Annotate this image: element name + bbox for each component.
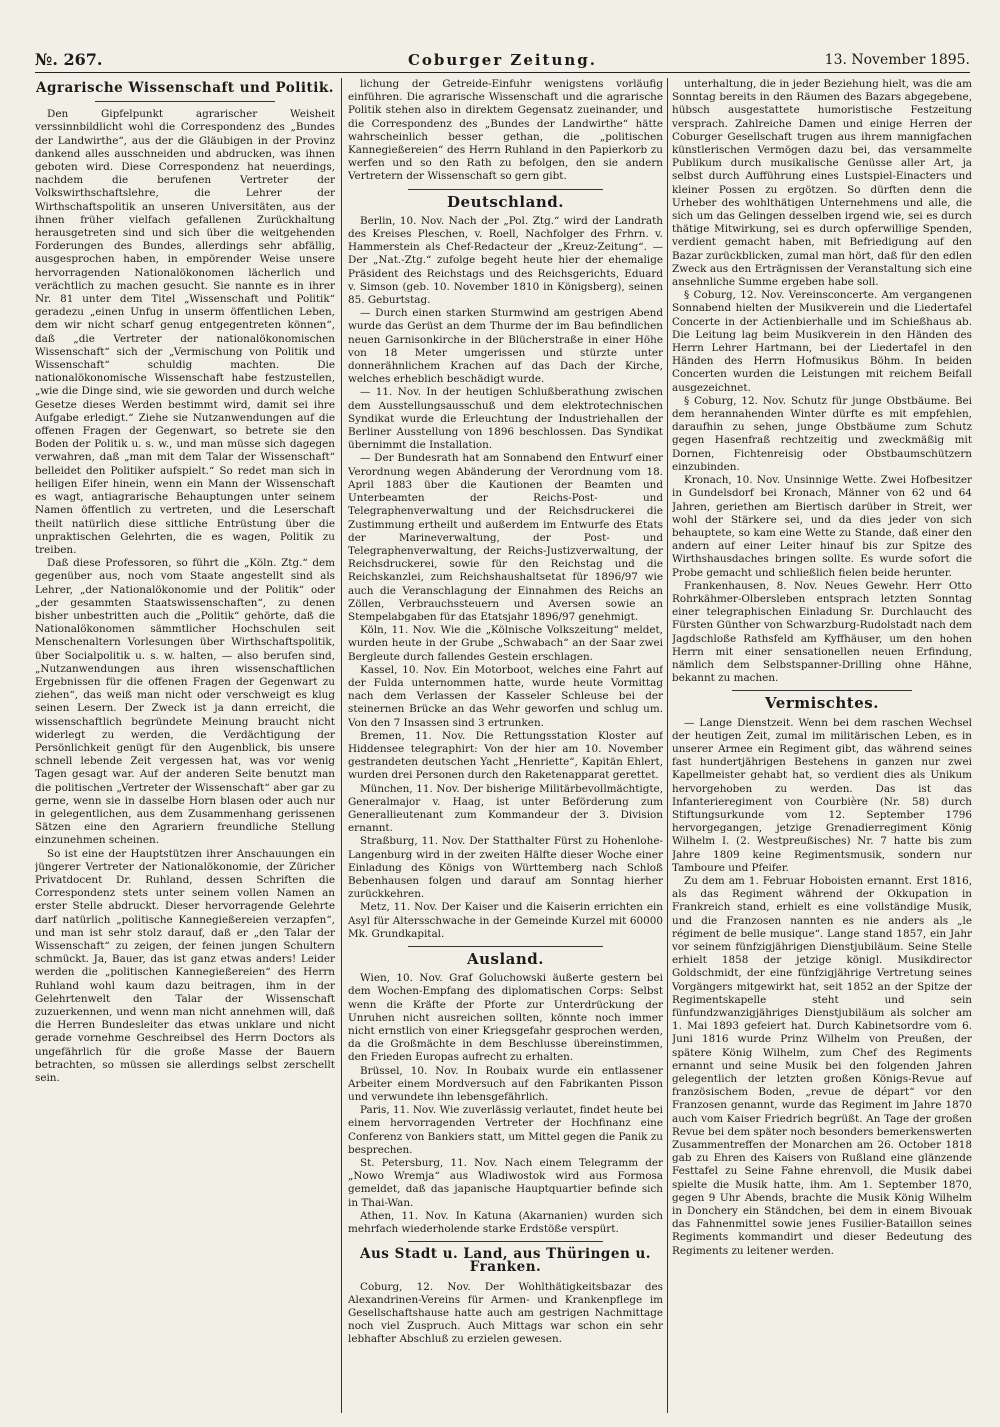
news-item: Köln, 11. Nov. Wie die „Kölnische Volkszeitung“ meldet, wurden heute in der Grube „Schwabach“ an der Saar zwei Bergleute durch fallendes Gestein erschlagen.: [348, 624, 663, 663]
section-heading-germany: Deutschland.: [447, 192, 564, 211]
column-divider: [667, 78, 668, 1413]
news-item: Zu dem am 1. Februar Hoboisten ernannt. Erst 1816, als das Regiment während der Okkupation in Frankreich stand, erhielt es eine vollständige Musik, und die Franzosen nannten es nie anders als „le régiment de belle musique“. Lange stand 1857, ein Jahr vor seinem fünfzigjährigen Dienstjubiläum. Seine Stelle erhielt 1858 der jetzige königl. Musikdirector Goldschmidt, der eine fünfzigjährige Vertretung seines Vorgängers mitgewirkt hat, seit 1852 an der Spitze der Regimentskapelle steht und sein fünfundzwanzigjähriges Dienstjubiläum als solcher am 1. Mai 1893 gefeiert hat. Durch Kabinetsordre vom 6. Juni 1816 wurde Prinz Wilhelm von Preußen, der spätere König Wilhelm, zum Chef des Regiments ernannt und seine Musik bei den folgenden Jahren gelegentlich der letzten großen Königs-Revue auf französischem Boden, „revue de départ“ vor den Franzosen genannt, wurde das Regiment im Jahre 1870 auch vom Kaiser Friedrich begrüßt. An Tage der großen Revue bei dem später noch besonders bemerkenswerten Zusammentreffen der Monarchen am 26. October 1818 gab zu Ehren des Kaisers von Rußland eine glänzende Festtafel zu Seine Fahne ehrenvoll, die Musik dabei spielte die Musik hatte, ihm. Am 1. September 1870, gegen 9 Uhr Abends, brachte die Musik König Wilhelm in Donchery ein Ständchen, bei dem in einem Bivouak das Fahnenmittel sowie jenes Fusilier-Bataillon seines Regiments kommandirt und dieser Bedeutung des Regiments zu leitener werden.: [672, 874, 972, 1257]
newspaper-title: Coburger Zeitung.: [407, 51, 598, 69]
news-item: — Lange Dienstzeit. Wenn bei dem raschen Wechsel der heutigen Zeit, zumal im militärischen Leben, es in unserer Armee ein Regiment gibt, das während seines fast hundertjährigen Bestehens in ganzen nur zwei Kapellmeister gehabt hat, so verdient dies als Unikum hervorgehoben zu werden. Das ist das Infanterieregiment von Courbière (Nr. 58) durch Stiftungsurkunde vom 12. September 1796 hervorgegangen, jetzige Grenadierregiment König Wilhelm I. (2. Westpreußisches) Nr. 7 hatte bis zum Jahre 1809 keine Regimentsmusik, sondern nur Tamboure und Pfeifer.: [672, 716, 972, 874]
news-item: Athen, 11. Nov. In Katuna (Akarnanien) wurden sich mehrfach wiederholende starke Erdstöße verspürt.: [348, 1209, 663, 1236]
article-heading: Agrarische Wissenschaft und Politik.: [36, 80, 334, 96]
news-item: Coburg, 12. Nov. Der Wohlthätigkeitsbazar des Alexandrinen-Vereins für Armen- und Krankenpflege im Gesellschaftshause hatte auch am gestrigen Nachmittage noch viel Zuspruch. Auch Mittags war schon ein sehr lebhafter Abschluß zu erzielen gewesen.: [348, 1280, 663, 1346]
news-item: Kassel, 10. Nov. Ein Motorboot, welches eine Fahrt auf der Fulda unternommen hatte, wurde heute Vormittag nach dem Verlassen der Kasseler Schleuse bei der steinernen Brücke an das Wehr geworfen und schlug um. Von den 7 Insassen sind 3 ertrunken.: [348, 663, 663, 729]
news-item: Bremen, 11. Nov. Die Rettungsstation Kloster auf Hiddensee telegraphirt: Von der hier am 10. November gestrandeten deutschen Yacht „Henriette“, Kapitän Ehlert, wurden drei Personen durch den Raketenapparat gerettet.: [348, 729, 663, 782]
section-rule: [408, 189, 603, 190]
article-paragraph: Den Gipfelpunkt agrarischer Weisheit verssinnbildlicht wohl die Correspondenz des „Bundes der Landwirthe“, aus der die Gläubigen in der Provinz dankend alles ausschneiden und abdrucken, was ihnen geboten wird. Diese Correspondenz hat neuerdings, nachdem die berufenen Vertreter der Volkswirthschaftslehre, die Lehrer der Wirthschaftspolitik an unseren Universitäten, aus der ihnen früher vielfach gefallenen Zurückhaltung herausgetreten sind und sich über die weitgehenden Forderungen des Bundes, allerdings sehr abfällig, ausgesprochen haben, in empörender Weise unsere hervorragenden Nationalökonomen lächerlich und verächtlich zu machen gesucht. Sie nannte es in ihrer Nr. 81 unter dem Titel „Wissenschaft und Politik“ geradezu „einen Unfug in unserm öffentlichen Leben, dem wir nicht scharf genug entgegentreten können“, daß „die Vertreter der nationalökonomischen Wissenschaft“ sich der „Vermischung von Politik und Wissenschaft“ schuldig machten. Die nationalökonomische Wissenschaft habe festzustellen, „wie die Dinge sind, wie sie geworden und durch welche Gesetze dieses Werden bestimmt wird, damit sei ihre Aufgabe erledigt.“ Ziehe sie Nutzanwendungen auf die offenen Fragen der Gegenwart, so betrete sie den Boden der Politik u. s. w., und man müsse sich dagegen verwahren, daß „man mit dem Talar der Wissenschaft“ belleidet den Politiker aufspielt.“ So redet man sich in heiligen Eifer hinein, wenn ein Mann der Wissenschaft es wagt, antiagrarische Behauptungen unter seinem Namen öffentlich zu vertreten, und die Leserschaft theilt natürlich diese sittliche Entrüstung über die unpraktischen Gelehrten, die es wagen, Politik zu treiben.: [35, 108, 335, 556]
section-heading-local: Aus Stadt u. Land, aus Thüringen u. Franken.: [360, 1246, 651, 1276]
news-item: München, 11. Nov. Der bisherige Militärbevollmächtigte, Generalmajor v. Haag, ist unter Beförderung zum Generallieutenant zum Kommandeur der 3. Division ernannt.: [348, 782, 663, 835]
news-item: Berlin, 10. Nov. Nach der „Pol. Ztg.“ wird der Landrath des Kreises Pleschen, v. Roell, Nachfolger des Frhrn. v. Hammerstein als Chef-Redacteur der „Kreuz-Zeitung“. — Der „Nat.-Ztg.“ zufolge begeht heute hier der ehemalige Präsident des Reichstags und des Reichsgerichts, Eduard v. Simson (geb. 10. November 1810 in Königsberg), seinen 85. Geburtstag.: [348, 214, 663, 307]
news-item: — Der Bundesrath hat am Sonnabend den Entwurf einer Verordnung wegen Abänderung der Verordnung vom 18. April 1883 über die Kautionen der Beamten und Unterbeamten der Reichs-Post- und Telegraphenverwaltung und der Reichsdruckerei die Zustimmung ertheilt und außerdem im Entwurfe des Etats der Marineverwaltung, der Post- und Telegraphenverwaltung, der Reichs-Justizverwaltung, der Reichsdruckerei, sowie für den Reichstag und die Reichskanzlei, zum Reichshaushaltsetat für 1896/97 wie auch die Veranschlagung der Einnahmen des Reichs an Zöllen, Verbrauchssteuern und Aversen sowie an Stempelabgaben für das Etatsjahr 1896/97 genehmigt.: [348, 452, 663, 623]
heading-rule: [95, 101, 275, 102]
article-paragraph: unterhaltung, die in jeder Beziehung hielt, was die am Sonntag bereits in den Räumen des Bazars abgegebene, hübsch ausgestattete humoristische Festzeitung versprach. Zahlreiche Damen und einige Herren der Coburger Gesellschaft trugen aus ihrem mannigfachen künstlerischen Vermögen dazu bei, das versammelte Publikum durch musikalische Genüsse aller Art, ja selbst durch Aufführung eines Lustspiel-Einacters und kleiner Possen zu ergötzen. So dürften denn die Urheber des wohlthätigen Unternehmens und alle, die sich um das Gelingen desselben irgend wie, sei es durch thätige Mitwirkung, sei es durch opferwillige Spenden, verdient gemacht haben, mit Befriedigung auf den Bazar zurückblicken, zumal man hört, daß für den edlen Zweck aus den Erträgnissen der Veranstaltung sich eine ansehnliche Summe ergeben habe soll.: [672, 78, 972, 289]
news-item: Kronach, 10. Nov. Unsinnige Wette. Zwei Hofbesitzer in Gundelsdorf bei Kronach, Männer von 62 und 64 Jahren, geriethen am Biertisch darüber in Streit, wer wohl der Stärkere sei, und da dies jeder von sich behauptete, so kam eine Wette zu Stande, daß einer den andern auf einer Leiter hinauf bis zur Spitze des Wirthshausdaches bringen sollte. Es wurde sofort die Probe gemacht und schließlich fielen beide herunter.: [672, 474, 972, 579]
section-rule: [408, 1241, 603, 1242]
news-item: § Coburg, 12. Nov. Vereinsconcerte. Am vergangenen Sonnabend hielten der Musikverein und die Liedertafel Concerte in der Actienbierhalle und im Schießhaus ab. Die Leitung lag beim Musikverein in den Händen des Herrn Lehrer Hartmann, bei der Liedertafel in den Händen des Herrn Hofmusikus Böhm. In beiden Concerten wurden die Leistungen mit reichem Beifall ausgezeichnet.: [672, 289, 972, 394]
column-middle: [348, 78, 663, 1418]
masthead: [35, 50, 970, 74]
news-item: Frankenhausen, 8. Nov. Neues Gewehr. Herr Otto Rohrkähmer-Olbersleben entsprach letzten Sonntag einer telegraphischen Einladung Sr. Durchlaucht des Fürsten Günther von Schwarzburg-Rudolstadt nach dem Jagdschloße Rathsfeld am Kyffhäuser, um den hohen Herrn mit einer sensationellen neuen Erfindung, nämlich dem Selbstspanner-Drilling ohne Hähne, bekannt zu machen.: [672, 579, 972, 685]
column-right: [672, 78, 972, 1418]
article-paragraph: So ist eine der Hauptstützen ihrer Anschauungen ein jüngerer Vertreter der Nationalökonomie, der Züricher Privatdocent Dr. Ruhland, dessen Schriften die Correspondenz stets unter seinem vollen Namen an erster Stelle abdruckt. Dieser hervorragende Gelehrte darf natürlich „politische Kannegießereien verzapfen“, und man ist sehr stolz darauf, daß er „den Talar der Wissenschaft“ zu zeigen, der feinen jungen Schultern schmückt. Ja, Bauer, das ist ganz etwas anders! Leider werden die „politischen Kannegießereien“ des Herrn Ruhland wohl kaum dazu beitragen, ihm in der Gelehrtenwelt den Talar der Wissenschaft zuzuerkennen, und wenn man nicht annehmen will, daß die Herren Bundesleiter das etwas unklare und nicht gerade vornehme Geschreibsel des Herrn Doctors als ungefährlich für die große Masse der Bauern betrachten, so müssen sie allerdings selbst zerschellt sein.: [35, 847, 335, 1085]
news-item: § Coburg, 12. Nov. Schutz für junge Obstbäume. Bei dem herannahenden Winter dürfte es mit empfehlen, daraufhin zu sehen, junge Obstbäume zum Schutz gegen Hasenfraß rechtzeitig und zweckmäßig mit Dornen, Fichtenreisig oder Obstbaumschützern einzubinden.: [672, 394, 972, 473]
news-item: St. Petersburg, 11. Nov. Nach einem Telegramm der „Nowo Wremja“ aus Wladiwostok wird aus Formosa gemeldet, daß das japanische Hauptquartier befinde sich in Thai-Wan.: [348, 1157, 663, 1209]
news-item: — Durch einen starken Sturmwind am gestrigen Abend wurde das Gerüst an dem Thurme der im Bau befindlichen neuen Garnisonkirche in der Blücherstraße in einer Höhe von 18 Meter umgerissen und stürzte unter donnerähnlichem Krachen auf das Dach der Kirche, welches erheblich beschädigt wurde.: [348, 307, 663, 386]
news-item: — 11. Nov. In der heutigen Schlußberathung zwischen dem Ausstellungsausschuß und dem elektrotechnischen Syndikat wurde die Erleuchtung der Industriehallen der Berliner Ausstellung von 1896 beschlossen. Das Syndikat übernimmt die Installation.: [348, 386, 663, 452]
section-rule: [408, 946, 603, 947]
masthead-rule: [35, 72, 970, 73]
news-item: Brüssel, 10. Nov. In Roubaix wurde ein entlassener Arbeiter einem Mordversuch auf den Fabrikanten Pisson und verwundete ihn lebensgefährlich.: [348, 1064, 663, 1104]
news-item: Straßburg, 11. Nov. Der Statthalter Fürst zu Hohenlohe-Langenburg wird in der zweiten Hälfte dieser Woche einer Einladung des Königs von Württemberg nach Schloß Bebenhausen folgen und darauf am Sonntag hierher zurückkehren.: [348, 835, 663, 901]
news-item: Paris, 11. Nov. Wie zuverlässig verlautet, findet heute bei einem hervorragenden Vertreter der Hochfinanz eine Conferenz von Bankiers statt, um Mittel gegen die Panik zu besprechen.: [348, 1104, 663, 1156]
column-divider: [341, 78, 342, 1413]
section-heading-abroad: Ausland.: [466, 950, 545, 968]
issue-number: №. 267.: [35, 50, 103, 69]
column-left: [35, 78, 335, 1418]
news-item: Metz, 11. Nov. Der Kaiser und die Kaiserin errichten ein Asyl für Altersschwache in der Gemeinde Kurzel mit 60000 Mk. Grundkapital.: [348, 901, 663, 940]
article-paragraph: lichung der Getreide-Einfuhr wenigstens vorläufig einführen. Die agrarische Wissenschaft und die agrarische Politik stehen also in direktem Gegensatz zueinander, und die Correspondenz des „Bundes der Landwirthe“ hätte wahrscheinlich besser gethan, die „politischen Kannegießereien“ des Herrn Ruhland in den Papierkorb zu werfen und so den Rath zu befolgen, den sie andern Vertretern der Wissenschaft so gern gibt.: [348, 78, 663, 183]
news-item: Wien, 10. Nov. Graf Goluchowski äußerte gestern bei dem Wochen-Empfang des diplomatischen Corps: Selbst wenn die Kräfte der Pforte zur Unterdrückung der Unruhen nicht ausreichen sollten, könnte noch immer nicht ernstlich von einer Kriegsgefahr gesprochen werden, da die Großmächte in dem Beschlusse übereinstimmen, den Frieden Europas aufrecht zu erhalten.: [348, 972, 663, 1064]
section-heading-miscellaneous: Vermischtes.: [765, 694, 879, 713]
section-rule: [732, 690, 912, 691]
issue-date: 13. November 1895.: [824, 52, 970, 68]
article-paragraph: Daß diese Professoren, so führt die „Köln. Ztg.“ dem gegenüber aus, noch vom Staate angestellt sind als Lehrer, „der Nationalökonomie und der Politik“ oder „der gesammten Staatswissenschaften“, zu denen bisher unbestritten auch die „Politik“ gehörte, daß die Nationalökonomen sämmtlicher Hochschulen seit Menschenaltern Vorlesungen über Wirthschaftspolitik, über Socialpolitik u. s. w. halten, — also berufen sind, „Nutzanwendungen aus ihren wissenschaftlichen Ergebnissen für die offenen Fragen der Gegenwart zu ziehen“, das weiß man nicht oder verschweigt es klug seinen Lesern. Der Zweck ist ja dann erreicht, die wissenschaftlich begründete Meinung braucht nicht widerlegt zu werden, die Verdächtigung der Persönlichkeit genügt für den Augenblick, bis unsere schnell lebende Zeit vergessen hat, was vor wenig Tagen gesagt war. Auf der anderen Seite benutzt man die politischen „Vertreter der Wissenschaft“ aber gar zu gerne, wenn sie in dasselbe Horn blasen oder auch nur in gelegentlichen, aus dem Zusammenhang gerissenen Sätzen eine den Agrariern freundliche Stellung einzunehmen scheinen.: [35, 557, 335, 847]
